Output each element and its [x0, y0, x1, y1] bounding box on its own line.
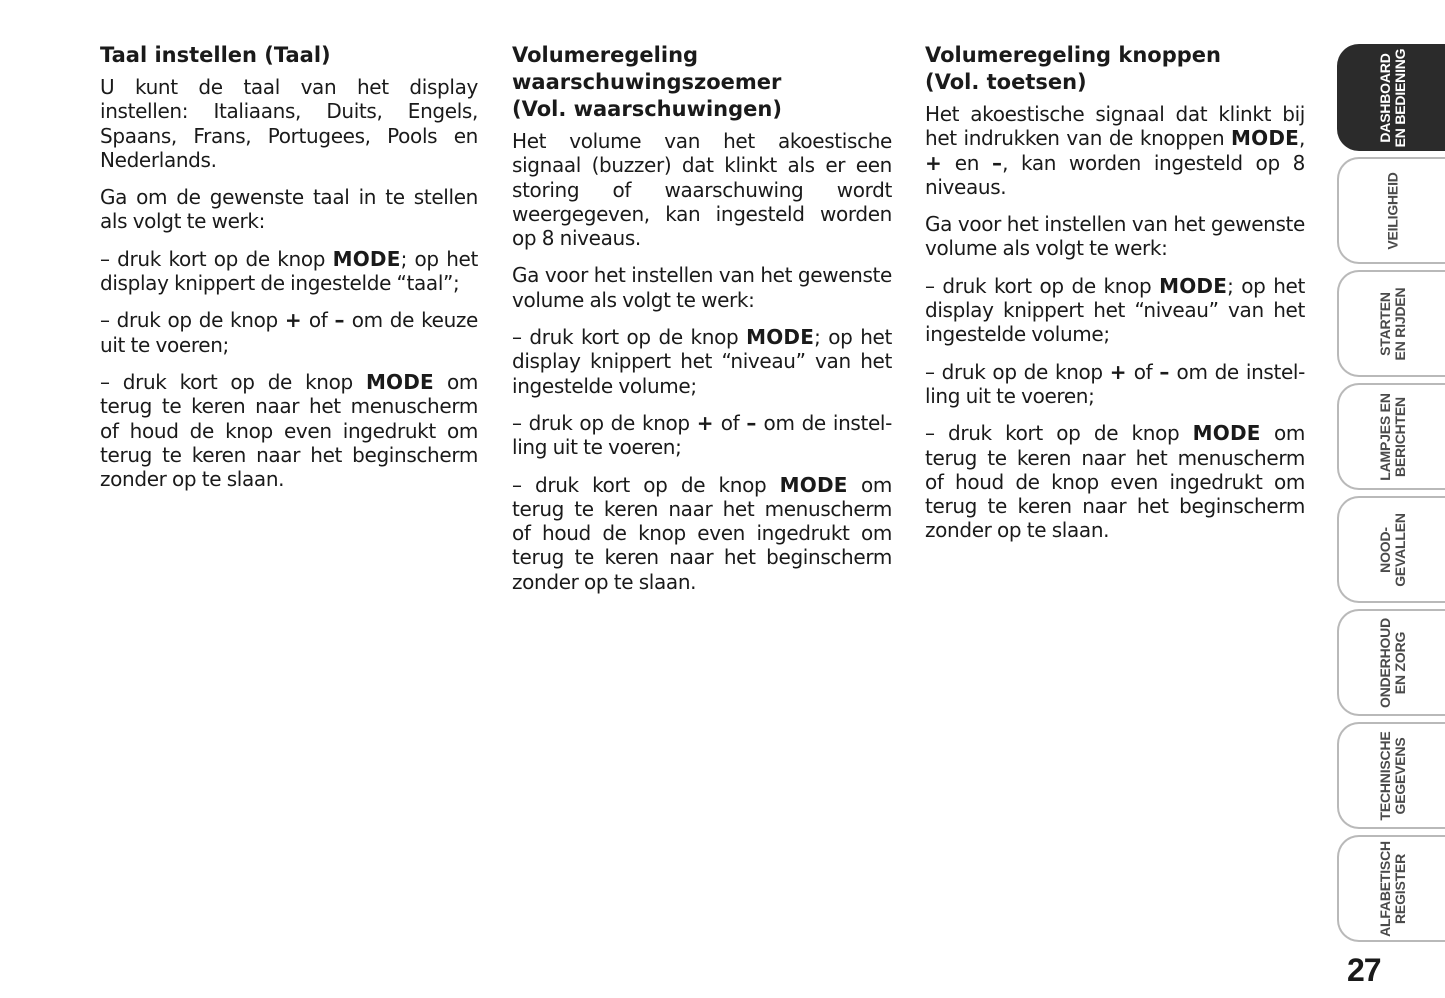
tab-label: [1378, 393, 1408, 480]
heading-line: (Vol. waarschuwingen): [512, 97, 782, 121]
text: – druk kort op de knop: [925, 273, 1160, 298]
tab-label: [1378, 513, 1408, 587]
heading-line: (Vol. toetsen): [925, 70, 1087, 94]
step-plus-minus: [512, 411, 892, 460]
tab-label: [1378, 618, 1408, 708]
plus-key: +: [1109, 359, 1127, 384]
minus-key: –: [1159, 359, 1170, 384]
heading-line: waarschuwingszoemer: [512, 70, 782, 94]
plus-key: +: [284, 308, 302, 333]
text: Het akoestische signaal dat klinkt bij het indrukken van de knoppen: [925, 102, 1305, 151]
tab-label-line: EN RIJDEN: [1392, 287, 1408, 360]
mode-key: MODE: [779, 472, 848, 497]
paragraph: U kunt de taal van het display instellen: Italiaans, Duits, Engels, Spaans, Frans, Portugees, Pools en Nederlands.: [100, 75, 478, 172]
text: of: [713, 410, 747, 435]
text: om de instel-ling uit te voeren;: [925, 359, 1306, 408]
text: om terug te keren naar het menuscherm of houd de knop even ingedrukt om terug te keren naar het beginscherm zonder op te slaan.: [100, 369, 478, 492]
tab-onderhoud[interactable]: [1337, 609, 1445, 716]
text: – druk kort op de knop: [100, 369, 366, 394]
tab-label-line: NOOD-: [1377, 526, 1393, 573]
tab-technische[interactable]: [1337, 722, 1445, 829]
text: ; op het display knippert het “niveau” van het ingestelde volume;: [925, 273, 1305, 347]
text: ; op het display knippert het “niveau” van het ingestelde volume;: [512, 325, 892, 398]
mode-key: MODE: [332, 246, 401, 271]
tab-starten[interactable]: [1337, 270, 1445, 377]
step-mode: [925, 274, 1305, 347]
section-heading: Taal instellen (Taal): [100, 43, 331, 67]
tab-label-line: TECHNISCHE: [1377, 730, 1393, 821]
tab-dashboard[interactable]: [1337, 44, 1445, 151]
text: – druk kort op de knop: [512, 325, 747, 350]
mode-key: MODE: [1192, 421, 1261, 446]
tab-label: [1378, 731, 1408, 820]
section-heading: [925, 42, 1305, 96]
tab-label: [1386, 172, 1401, 249]
column-vol-toetsen: [925, 42, 1305, 556]
text: om de instel-ling uit te voeren;: [512, 410, 893, 460]
tab-register[interactable]: [1337, 835, 1445, 942]
tab-label-line: EN BEDIENING: [1392, 48, 1408, 147]
section-heading: [512, 42, 892, 123]
tab-label-line: REGISTER: [1392, 853, 1408, 924]
tab-label-line: GEGEVENS: [1392, 737, 1408, 814]
text: – druk kort op de knop: [925, 421, 1193, 446]
step-return: [925, 421, 1305, 542]
tab-label-line: ONDERHOUD: [1377, 617, 1393, 708]
step-return: [100, 370, 478, 491]
step-mode: [100, 247, 478, 296]
step-mode: [512, 325, 892, 398]
tab-label-line: VEILIGHEID: [1384, 171, 1401, 250]
tab-lampjes[interactable]: [1337, 383, 1445, 490]
text: en: [941, 150, 992, 175]
step-plus-minus: [925, 360, 1305, 409]
text: ,: [1298, 126, 1305, 151]
mode-key: MODE: [365, 369, 434, 394]
paragraph: Ga voor het instellen van het gewenste volume als volgt te werk:: [925, 212, 1305, 261]
minus-key: –: [334, 308, 345, 333]
text: om terug te keren naar het menuscherm of houd de knop even ingedrukt om terug te keren naar het beginscherm zonder op te slaan.: [925, 421, 1305, 543]
text: – druk kort op de knop: [512, 472, 780, 497]
text: om terug te keren naar het menuscherm of houd de knop even ingedrukt om terug te keren naar het beginscherm zonder op te slaan.: [512, 472, 892, 594]
tab-label: [1378, 841, 1408, 937]
mode-key: MODE: [1231, 126, 1299, 151]
chapter-tabs: [1337, 44, 1445, 948]
tab-noodgevallen[interactable]: [1337, 496, 1445, 603]
text: – druk op de knop: [512, 410, 697, 435]
tab-veiligheid[interactable]: [1337, 157, 1445, 264]
paragraph: Het volume van het akoestische signaal (buzzer) dat klinkt als er een storing of waarschuwing wordt weergegeven, kan ingesteld worden op 8 niveaus.: [512, 129, 892, 251]
tab-label: [1378, 287, 1408, 360]
mode-key: MODE: [746, 325, 815, 350]
tab-label-line: ALFABETISCH: [1377, 840, 1393, 937]
tab-label-line: EN ZORG: [1392, 631, 1408, 694]
text: of: [301, 308, 335, 333]
text: of: [1126, 359, 1160, 384]
step-return: [512, 473, 892, 594]
text: – druk op de knop: [925, 359, 1110, 384]
text: , kan worden ingesteld op 8 niveaus.: [925, 150, 1305, 199]
text: ; op het display knippert de ingestelde “taal”;: [100, 246, 478, 296]
tab-label-line: DASHBOARD: [1377, 52, 1393, 143]
plus-key: +: [925, 150, 942, 175]
heading-line: Volumeregeling: [512, 43, 699, 67]
text: – druk kort op de knop: [100, 246, 333, 271]
column-vol-waarschuwingen: [512, 42, 892, 607]
page-number: 27: [1347, 952, 1381, 988]
mode-key: MODE: [1159, 273, 1228, 298]
column-taal: [100, 42, 478, 504]
text: – druk op de knop: [100, 308, 285, 333]
paragraph: [925, 102, 1305, 199]
plus-key: +: [696, 410, 714, 435]
tab-label-line: BERICHTEN: [1392, 396, 1408, 477]
heading-line: Volumeregeling knoppen: [925, 43, 1221, 67]
step-plus-minus: [100, 308, 478, 357]
minus-key: –: [991, 150, 1003, 175]
tab-label-line: GEVALLEN: [1392, 512, 1408, 587]
minus-key: –: [746, 410, 757, 435]
paragraph: Ga om de gewenste taal in te stellen als volgt te werk:: [100, 185, 478, 234]
tab-label: [1378, 48, 1408, 147]
tab-label-line: LAMPJES EN: [1377, 392, 1393, 481]
tab-label-line: STARTEN: [1377, 291, 1393, 356]
text: om de keuze uit te voeren;: [100, 308, 479, 357]
paragraph: Ga voor het instellen van het gewenste volume als volgt te werk:: [512, 263, 892, 312]
